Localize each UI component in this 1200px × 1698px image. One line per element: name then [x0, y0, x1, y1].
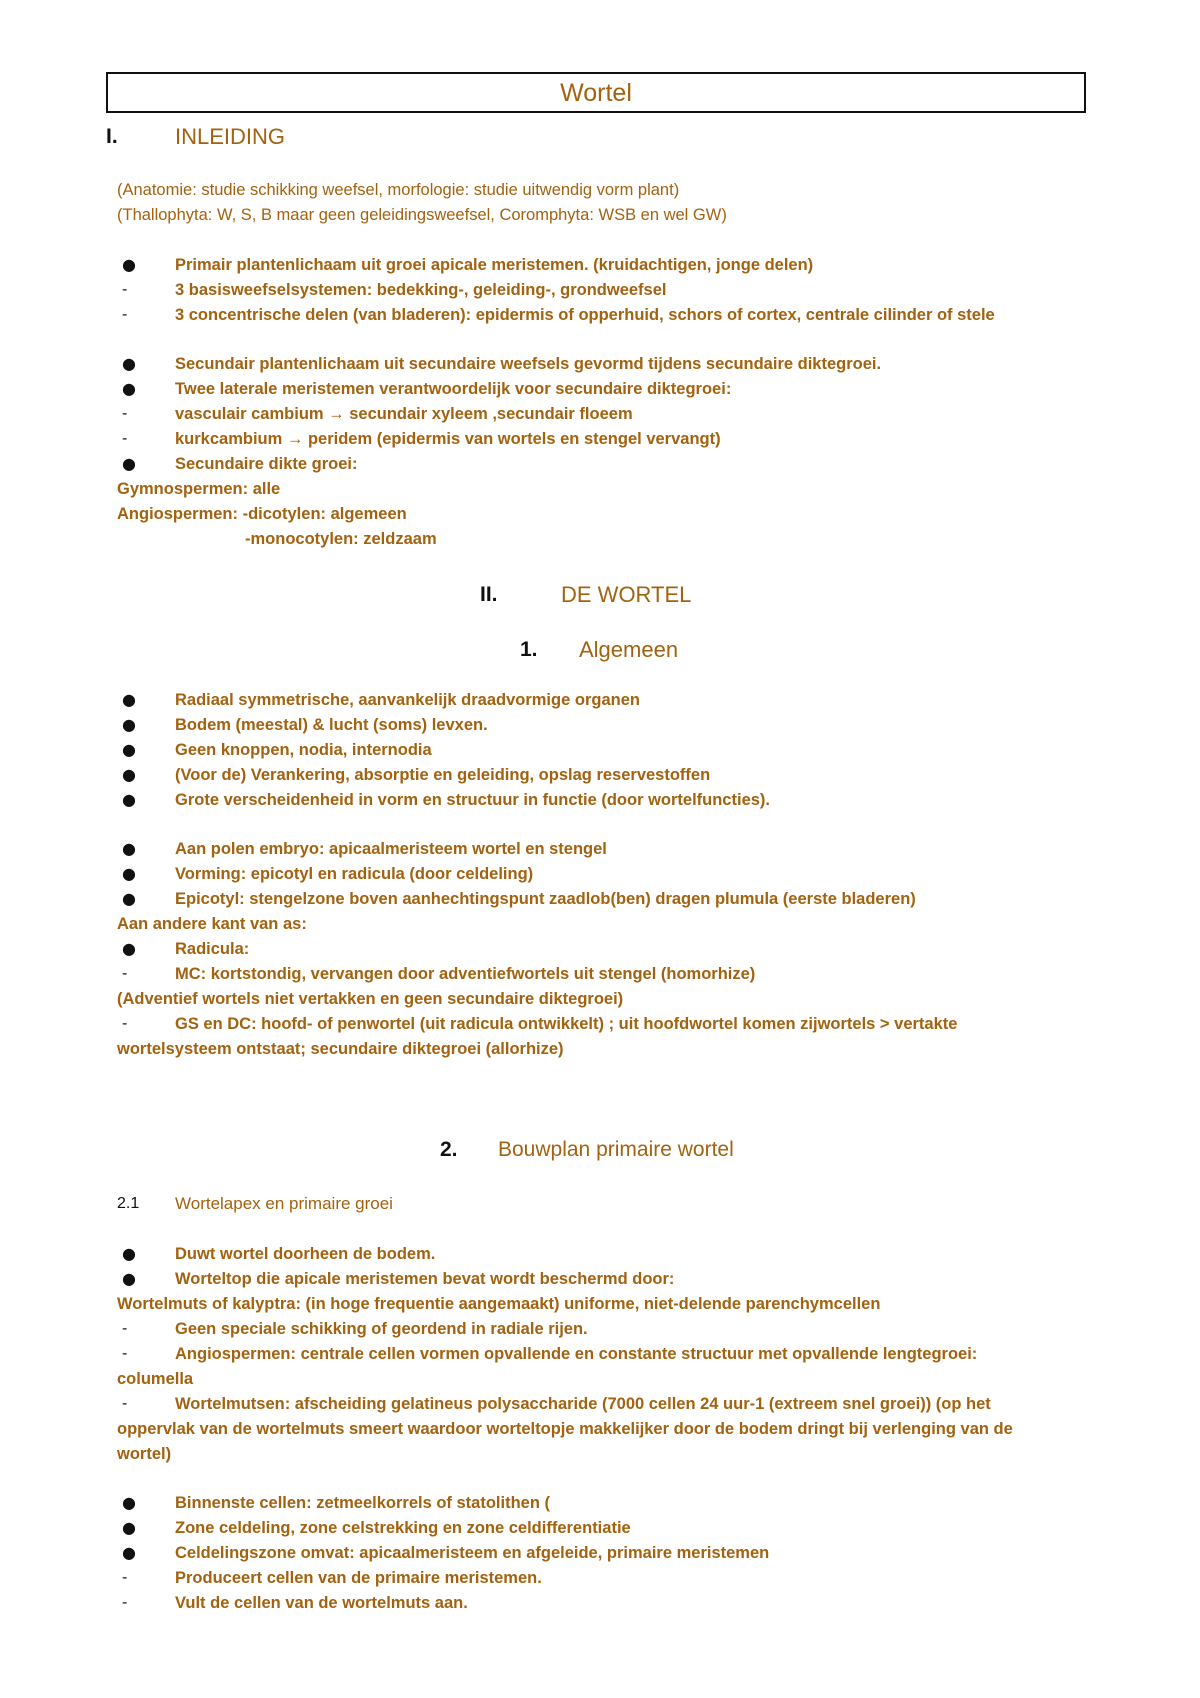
dash-marker: - — [122, 965, 128, 982]
list-item: 3 basisweefselsystemen: bedekking-, geleiding-, grondweefsel — [175, 281, 667, 299]
list-item: Duwt wortel doorheen de bodem. — [175, 1245, 436, 1263]
subsection-heading: Algemeen — [579, 637, 679, 662]
text-line: Aan andere kant van as: — [117, 915, 307, 933]
bullet-icon: ● — [122, 1543, 136, 1562]
document-title: Wortel — [560, 79, 632, 107]
dash-marker: - — [122, 430, 128, 447]
bullet-icon: ● — [122, 1269, 136, 1288]
dash-marker: - — [122, 1015, 128, 1032]
list-item: Aan polen embryo: apicaalmeristeem wortel en stengel — [175, 840, 607, 858]
dash-marker: - — [122, 1395, 128, 1412]
paragraph: (Anatomie: studie schikking weefsel, morfologie: studie uitwendig vorm plant) — [117, 181, 680, 199]
dash-marker: - — [122, 1345, 128, 1362]
list-item: Grote verscheidenheid in vorm en structuur in functie (door wortelfuncties). — [175, 791, 770, 809]
text-line: wortelsysteem ontstaat; secundaire diktegroei (allorhize) — [117, 1040, 564, 1058]
list-item: Angiospermen: centrale cellen vormen opvallende en constante structuur met opvallende lengtegroei: — [175, 1345, 978, 1363]
list-item: Zone celdeling, zone celstrekking en zone celdifferentiatie — [175, 1519, 631, 1537]
list-item: Celdelingszone omvat: apicaalmeristeem en afgeleide, primaire meristemen — [175, 1544, 770, 1562]
section-heading: DE WORTEL — [561, 582, 692, 607]
bullet-icon: ● — [122, 255, 136, 274]
subsubsection-heading: Wortelapex en primaire groei — [175, 1194, 393, 1213]
dash-marker: - — [122, 281, 128, 298]
text-line: Angiospermen: -dicotylen: algemeen — [117, 505, 407, 523]
list-item: Twee laterale meristemen verantwoordelijk voor secundaire diktegroei: — [175, 380, 732, 398]
dash-marker: - — [122, 306, 128, 323]
list-item: kurkcambium → peridem (epidermis van wortels en stengel vervangt) — [175, 430, 721, 448]
bullet-icon: ● — [122, 939, 136, 958]
subsection-number: 2. — [440, 1138, 458, 1161]
bullet-icon: ● — [122, 765, 136, 784]
list-item: Wortelmutsen: afscheiding gelatineus polysaccharide (7000 cellen 24 uur-1 (extreem snel groei)) (op het — [175, 1395, 991, 1413]
text-line: Gymnospermen: alle — [117, 480, 281, 498]
list-item: Binnenste cellen: zetmeelkorrels of statolithen ( — [175, 1494, 551, 1512]
bullet-icon: ● — [122, 1244, 136, 1263]
list-item: Geen speciale schikking of geordend in radiale rijen. — [175, 1320, 588, 1338]
text-line: columella — [117, 1370, 194, 1388]
list-item: Vult de cellen van de wortelmuts aan. — [175, 1594, 468, 1612]
list-item: vasculair cambium → secundair xyleem ,secundair floeem — [175, 405, 633, 423]
bullet-icon: ● — [122, 1493, 136, 1512]
section-number: I. — [106, 125, 118, 148]
bullet-icon: ● — [122, 790, 136, 809]
list-item: GS en DC: hoofd- of penwortel (uit radicula ontwikkelt) ; uit hoofdwortel komen zijwortels > vertakte — [175, 1015, 958, 1033]
list-item: Vorming: epicotyl en radicula (door celdeling) — [175, 865, 534, 883]
list-item: Bodem (meestal) & lucht (soms) levxen. — [175, 716, 488, 734]
bullet-icon: ● — [122, 839, 136, 858]
bullet-icon: ● — [122, 715, 136, 734]
bullet-icon: ● — [122, 454, 136, 473]
text-line: Wortelmuts of kalyptra: (in hoge frequentie aangemaakt) uniforme, niet-delende parenchymcellen — [117, 1295, 881, 1313]
dash-marker: - — [122, 1594, 128, 1611]
bullet-icon: ● — [122, 864, 136, 883]
dash-marker: - — [122, 1320, 128, 1337]
text-line: (Adventief wortels niet vertakken en geen secundaire diktegroei) — [117, 990, 624, 1008]
list-item: Secundaire dikte groei: — [175, 455, 358, 473]
list-item: MC: kortstondig, vervangen door adventiefwortels uit stengel (homorhize) — [175, 965, 756, 983]
section-number: II. — [480, 583, 498, 606]
bullet-icon: ● — [122, 379, 136, 398]
list-item: Worteltop die apicale meristemen bevat wordt beschermd door: — [175, 1270, 675, 1288]
bullet-icon: ● — [122, 889, 136, 908]
text-line: wortel) — [117, 1445, 172, 1463]
subsection-heading: Bouwplan primaire wortel — [498, 1138, 734, 1161]
list-item: Epicotyl: stengelzone boven aanhechtingspunt zaadlob(ben) dragen plumula (eerste bladeren) — [175, 890, 916, 908]
bullet-icon: ● — [122, 690, 136, 709]
dash-marker: - — [122, 405, 128, 422]
list-item: Geen knoppen, nodia, internodia — [175, 741, 432, 759]
list-item: 3 concentrische delen (van bladeren): epidermis of opperhuid, schors of cortex, centrale cilinder of stele — [175, 306, 995, 324]
subsubsection-number: 2.1 — [117, 1195, 140, 1212]
bullet-icon: ● — [122, 354, 136, 373]
list-item: Secundair plantenlichaam uit secundaire weefsels gevormd tijdens secundaire diktegroei. — [175, 355, 882, 373]
list-item: Produceert cellen van de primaire meristemen. — [175, 1569, 542, 1587]
text-line: oppervlak van de wortelmuts smeert waardoor worteltopje makkelijker door de bodem dringt bij verlenging van de — [117, 1420, 1013, 1438]
subsection-number: 1. — [520, 638, 538, 661]
title-box — [106, 72, 1086, 113]
text-line: -monocotylen: zeldzaam — [245, 530, 437, 548]
dash-marker: - — [122, 1569, 128, 1586]
list-item: Radiaal symmetrische, aanvankelijk draadvormige organen — [175, 691, 640, 709]
list-item: Radicula: — [175, 940, 250, 958]
paragraph: (Thallophyta: W, S, B maar geen geleidingsweefsel, Coromphyta: WSB en wel GW) — [117, 206, 727, 224]
bullet-icon: ● — [122, 1518, 136, 1537]
section-heading: INLEIDING — [175, 124, 286, 149]
list-item: Primair plantenlichaam uit groei apicale meristemen. (kruidachtigen, jonge delen) — [175, 256, 814, 274]
list-item: (Voor de) Verankering, absorptie en geleiding, opslag reservestoffen — [175, 766, 711, 784]
bullet-icon: ● — [122, 740, 136, 759]
